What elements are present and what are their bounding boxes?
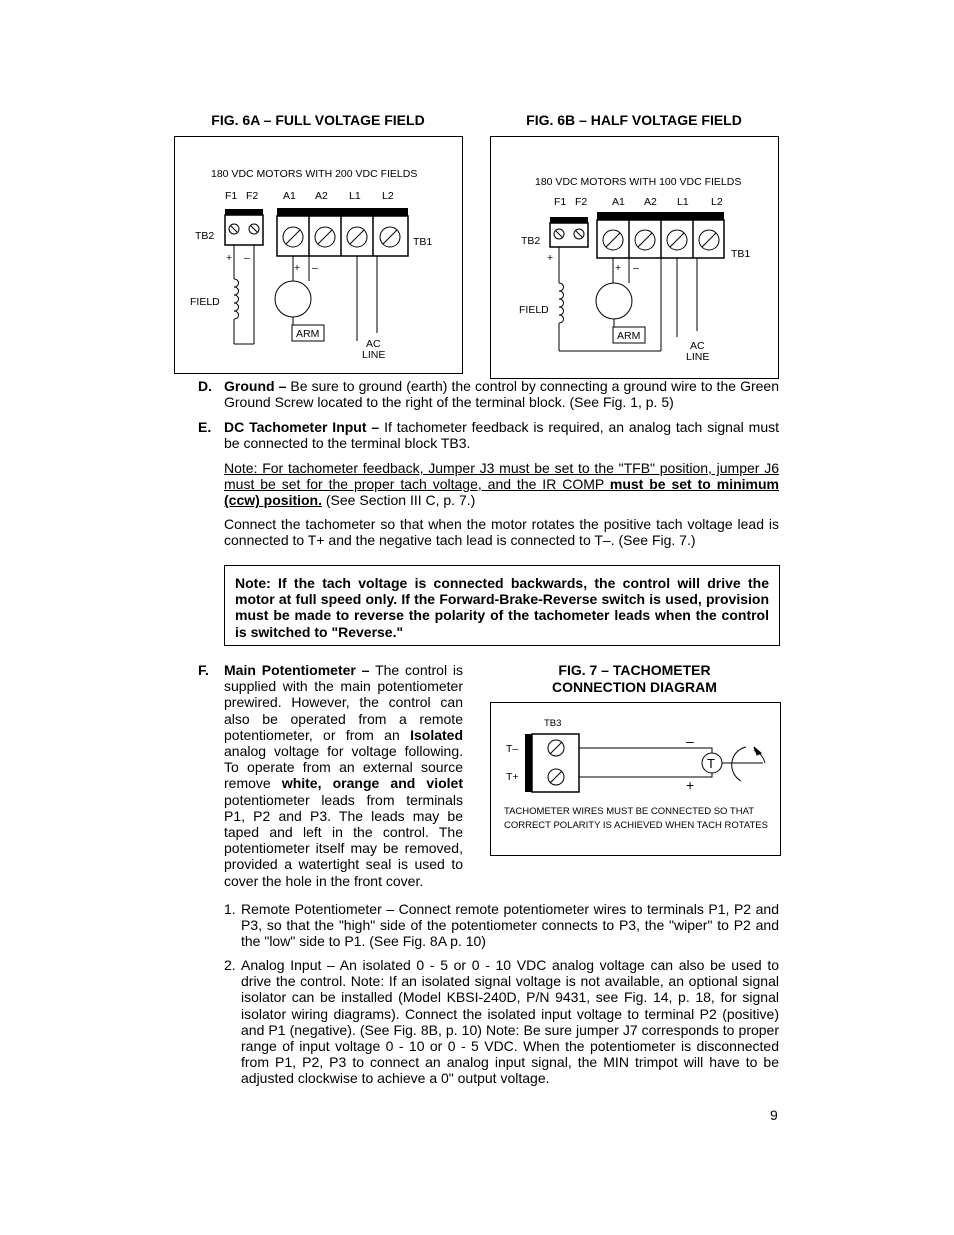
fig6b-label-a1: A1 xyxy=(612,196,625,208)
section-f-bold1: Isolated xyxy=(410,726,463,743)
fig6a-tb2-label: TB2 xyxy=(195,230,215,242)
list-item-2 xyxy=(224,957,779,1087)
fig6a-label-f2: F2 xyxy=(246,190,259,202)
fig6a-field-minus: – xyxy=(244,252,250,264)
fig7-note-line2: CORRECT POLARITY IS ACHIEVED WHEN TACH ROTATES xyxy=(504,820,768,831)
fig7-tb3-block xyxy=(525,734,579,792)
fig7-plus-sign: + xyxy=(686,777,695,793)
fig6a-tb1-block xyxy=(277,208,408,256)
tach-warning-note: Note: If the tach voltage is connected backwards, the control will drive the motor at full speed only. If the Forward-Brake-Reverse switch is used, provision must be made to reverse the polarity of the tachometer leads when the control is switched to "Reverse." xyxy=(224,565,780,646)
fig6a-label-a1: A1 xyxy=(283,190,296,202)
fig6b-tb2-block xyxy=(550,217,588,247)
section-d-text: Be sure to ground (earth) the control by connecting a ground wire to the Green Ground Screw located to the right of the terminal block. (See Fig. 1, p. 5) xyxy=(224,378,779,411)
fig7-title-line2: CONNECTION DIAGRAM xyxy=(552,678,717,695)
fig6b-title: FIG. 6B – HALF VOLTAGE FIELD xyxy=(526,112,742,128)
fig6b-label-f1: F1 xyxy=(554,196,567,208)
section-f-letter: F. xyxy=(198,662,209,678)
page-number: 9 xyxy=(770,1107,778,1123)
fig6a-diagram xyxy=(174,136,463,374)
fig6a-label-f1: F1 xyxy=(225,190,238,202)
fig6b-caption: 180 VDC MOTORS WITH 100 VDC FIELDS xyxy=(535,176,742,188)
fig6b-line-label: LINE xyxy=(686,351,710,363)
section-e-note-bold: must be set to minimum (ccw) position. xyxy=(224,476,779,509)
fig6b-field-plus: + xyxy=(547,252,554,264)
fig6a-label-l2: L2 xyxy=(382,190,394,202)
fig6a-title: FIG. 6A – FULL VOLTAGE FIELD xyxy=(211,112,425,128)
fig7-title xyxy=(490,662,779,695)
fig6b-label-f2: F2 xyxy=(575,196,588,208)
fig7-diagram xyxy=(490,702,781,856)
fig6a-field-plus: + xyxy=(226,252,233,264)
list-item-1-number: 1. xyxy=(224,901,236,917)
fig6a-tb2-block xyxy=(225,209,263,245)
fig6b-field-label: FIELD xyxy=(519,304,549,316)
fig6b-ac-label: AC xyxy=(690,340,705,352)
list-item-2-number: 2. xyxy=(224,957,236,973)
section-e-note-tail: (See Section III C, p. 7.) xyxy=(322,492,476,509)
section-e-letter: E. xyxy=(198,419,212,435)
fig6b-arm-label: ARM xyxy=(617,330,641,342)
section-d xyxy=(198,378,779,411)
section-d-letter: D. xyxy=(198,378,212,394)
fig7-wiring xyxy=(579,747,765,781)
fig6a-label-l1: L1 xyxy=(349,190,361,202)
fig7-tb3-label: TB3 xyxy=(544,718,562,729)
fig6b-diagram xyxy=(490,136,779,379)
fig6b-tb2-label: TB2 xyxy=(521,235,541,247)
section-f-text3: potentiometer leads from terminals P1, P2 and P3. The leads may be taped and left in the control. The potentiometer itself may be removed, provided a watertight seal is used to cover the hole in the front cover. xyxy=(224,791,463,889)
fig6a-arm-plus: + xyxy=(294,262,301,274)
fig6b-label-l2: L2 xyxy=(711,196,723,208)
list-item-2-text: Analog Input – An isolated 0 - 5 or 0 - 10 VDC analog voltage can also be used to drive the control. Note: If an isolated signal voltage is not available, an optional signal isolator can be installed (Model KBSI-240D, P/N 9431, see Fig. 14, p. 18, for signal isolator wiring diagrams). Connect the isolated input voltage to terminal P2 (positive) and P1 (negative). (See Fig. 8B, p. 10) Note: Be sure jumper J7 corresponds to proper range of input voltage 0 - 10 or 0 - 5 VDC. When the potentiometer is disconnected from P1, P2, P3 to connect an analog input signal, the MIN trimpot will have to be adjusted clockwise to achieve a 0" output voltage. xyxy=(241,957,779,1087)
fig7-title-line1: FIG. 7 – TACHOMETER xyxy=(558,662,711,678)
section-e-note xyxy=(224,460,779,509)
section-f-heading: Main Potentiometer – xyxy=(224,662,370,678)
fig6a-arm-label: ARM xyxy=(296,328,320,340)
fig6b-tb1-block xyxy=(597,212,724,258)
section-d-heading: Ground – xyxy=(224,378,287,394)
section-e-text: If tachometer feedback is required, an analog tach signal must be connected to the terminal block TB3. xyxy=(224,419,780,452)
section-f xyxy=(198,662,463,889)
list-item-1 xyxy=(224,901,779,950)
fig6a-ac-label: AC xyxy=(366,338,381,350)
section-e-connect: Connect the tachometer so that when the motor rotates the positive tach voltage lead is connected to T+ and the negative tach lead is connected to T–. (See Fig. 7.) xyxy=(224,516,779,549)
fig6b-label-a2: A2 xyxy=(644,196,657,208)
fig6a-field-label: FIELD xyxy=(190,296,220,308)
section-f-text2: analog voltage for voltage following. To operate from an external source remove xyxy=(224,743,463,792)
fig6a-arm-minus: – xyxy=(312,262,318,274)
fig7-tach-symbol: T xyxy=(707,756,715,771)
fig6b-tb1-label: TB1 xyxy=(731,248,751,260)
fig7-minus-sign: – xyxy=(686,733,694,749)
fig6a-tb1-label: TB1 xyxy=(413,236,433,248)
fig6a-line-label: LINE xyxy=(362,349,386,361)
section-f-text1: The control is supplied with the main potentiometer prewired. However, the control can also be operated from a remote potentiometer, or from an xyxy=(224,662,463,743)
list-item-1-text: Remote Potentiometer – Connect remote potentiometer wires to terminals P1, P2 and P3, so that the "high" side of the potentiometer connects to P3, the "wiper" to P2 and the "low" side to P1. (See Fig. 8A p. 10) xyxy=(241,901,779,950)
fig7-tminus-label: T– xyxy=(506,743,519,755)
section-e xyxy=(198,419,780,452)
section-e-heading: DC Tachometer Input – xyxy=(224,419,380,435)
fig7-tplus-label: T+ xyxy=(506,771,519,783)
section-f-bold2: white, orange and violet xyxy=(281,775,463,792)
fig6a-caption: 180 VDC MOTORS WITH 200 VDC FIELDS xyxy=(211,168,418,180)
fig6b-arm-plus: + xyxy=(615,262,622,274)
fig6b-label-l1: L1 xyxy=(677,196,689,208)
fig6b-arm-minus: – xyxy=(633,262,639,274)
fig6a-label-a2: A2 xyxy=(315,190,328,202)
fig7-note-line1: TACHOMETER WIRES MUST BE CONNECTED SO THAT xyxy=(504,806,755,817)
section-e-note-plain: Note: For tachometer feedback, Jumper J3 must be set to the "TFB" position, jumper J6 must be set for the proper tach voltage, and the IR COMP xyxy=(224,460,779,493)
